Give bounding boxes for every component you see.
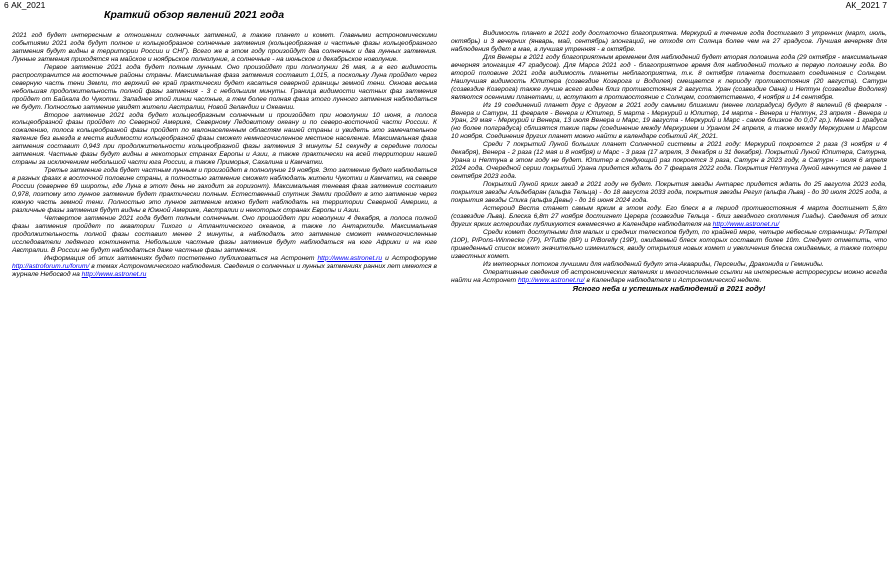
- paragraph: Покрытий Луной ярких звезд в 2021 году не будет. Покрытия звезды Антарес придется ждать до 25 августа 2023 года, покрытия звезды Альдебаран (альфа Тельца) - до 18 августа 2033 года, покрытия звезды Регул (альфа Льва) - до 30 июля 2025 года, а покрытия звезды Спика (альфа Девы) - до 16 июня 2024 года.: [451, 181, 887, 205]
- paragraph: Для Венеры в 2021 году благоприятным временем для наблюдений будет вторая половина года (29 октября - максимальная вечерняя элонгация 47 градусов). Для Марса 2021 год - благоприятное время для наблюдений только в первую половину года. Во второй половине 2021 года видимость планеты неблагоприятна, т.к. 8 октября планета достигает соединения с Солнцем. Наилучшая видимость Юпитера (созвездие Козерога и Водолея) смещается к периоду противостояния (20 августа). Сатурн (созвездие Козерога) также лучше всего виден близ противостояния 2 августа. Уран (созвездие Овна) и Нептун (созвездие Водолея) являются осенними планетами, и, вступают в противостояние с Солнцем, соответственно, 4 ноября и 14 сентября.: [451, 53, 887, 101]
- paragraph: [451, 205, 887, 229]
- paragraph-text: Оперативные сведения об астрономических явлениях и многочисленные ссылки на интересные астроресурсы можно всегда найти на Астронет: [451, 268, 887, 284]
- paragraph: Видимость планет в 2021 году достаточно благоприятна. Меркурий в течение года достигает 3 утренних (март, июль, октябрь) и 3 вечерних (январь, май, сентябрь) элонгаций, не отходя от Солнца более чем на 27 градусов. Лучшая вечерняя для наблюдения будет в мае, а лучшая утренняя - в октябре.: [451, 30, 887, 53]
- astronet-link[interactable]: http://www.astronet.ru: [317, 254, 383, 262]
- paragraph: Второе затмение 2021 года будет кольцеобразным солнечным и произойдет при новолунии 10 июня, а полоса кольцеобразной фазы пройдет по Северной Америке, Северному Ледовитому океану и по северо-восточной части России. К сожалению, полоса кольцеобразной фазы пройдет по малонаселенным областям нашей страны и увидеть это замечательное явление без выезда в места видимости кольцеобразной фазы сможет немногочисленное местное население. Максимальная фаза затмения составит 0,943 при продолжительности кольцеобразной фазы затмения 3 минуты 51 секунду в середине полосы затмения. Частные фазы будут видны в некоторых странах Европы и Азии, а также практически на всей территории нашей страны за исключением небольшой части юга России, а также Приморья, Сахалина и Камчатки.: [12, 111, 437, 167]
- paragraph: Четвертое затмение 2021 года будет полным солнечным. Оно произойдет при новолунии 4 декабря, а полоса полной фазы затмения пройдет по акватории Тихого и Атлантического океанов, а также по Антарктиде. Максимальная продолжительность полной фазы составит менее 2 минуты, а наблюдать это затмение сможет немногочисленные исследователи ледяного континента. Небольшие частные фазы затмения будут наблюдаться на юге Африки и на юге Австралии. В России не будут наблюдаться даже частные фазы затмения.: [12, 214, 437, 254]
- right-body-text: [451, 30, 887, 292]
- astronet-link[interactable]: http://www.astronet.ru/: [712, 220, 780, 228]
- page-title: Краткий обзор явлений 2021 года: [104, 9, 285, 21]
- paragraph-text: и Астрофоруме: [385, 254, 437, 262]
- paragraph: 2021 год будет интересным в отношении солнечных затмений, а также планет и комет. Главными астрономическими событиями 2021 года будут полное и кольцеобразное солнечные затмения (кольцеобразная и частные фазы кольцеобразного затмения будут видны в территории России и СНГ). Всего же в этом году произойдут два солнечных и два лунных затмения. Лунные затмения приходятся на майское и ноябрьское полнолуние, а солнечные - на июньское и декабрьское новолуние.: [12, 32, 437, 63]
- right-page: [451, 0, 887, 572]
- paragraph: Первое затмение 2021 года будет полным лунным. Оно произойдет при полнолунии 26 мая, а в его видимость распространится на восточные районы страны. Максимальная фаза затмения составит 1,015, а поскольку Луна пройдет через северную часть тени Земли, то верхний ее край практически будет касаться северной границы земной тени. Окнова весьма небольшая продолжительность полной фазы затмения - 3 с небольшим минуты. Граница видимости частных фаз затмения пройдет от Байкала до Чукотки. Западнее этой линии частные, а тем более полная фаза этого лунного затмения наблюдаться не будут. Полностью затмение увидят жители Австралии, Новой Зеландии и Океании.: [12, 63, 437, 111]
- paragraph-text: Астероид Веста станет самым ярким в этом году. Его блеск в в период противостояния 4 марта достигнет 5,8m (созвездие Льва). Блеска 6,8m 27 ноября достигнет Церера (созвездие Тельца - близ звездного скопления Гиады). Сведения об этих других ярких астероидах публикуются ежемесячно в Календаре наблюдателя на: [451, 204, 887, 228]
- paragraph-text: в темах Астрономического наблюдения. Сведения о солнечных и лунных затмениях ранних лет имеются в журнале Небосвод на: [12, 262, 437, 278]
- paragraph: Среди 7 покрытий Луной больших планет Солнечной системы в 2021 году: Меркурий покроется 2 раза (3 ноября и 4 декабря), Венера - 2 раза (12 мая и 8 ноября) и Марс - 3 раза (17 апреля, 3 декабря и 31 декабря). Покрытий Луной Юпитера, Сатурна, Урана и Нептуна в этом году не будет. Юпитер в следующий раз покроется 3 раза, Сатурн в 2023 году, а Сатурн - июля 6 апреля 2024 года. Очередной серии покрытий Урана придется ждать до 7 февраля 2022 года. Покрытия Нептуна Луной начнутся не ранее 1 сентября 2023 года.: [451, 141, 887, 181]
- paragraph: Третье затмение года будет частным лунным и произойдет в полнолуние 19 ноября. Это затмение будет наблюдаться в разных фазах в восточной половине страны, а полностью затмение сможет наблюдать жители Чукотки и Камчатки, на севере России (севернее 69 широты, где Луна в этот день не заходит за горизонт). Максимальная теневая фаза затмения составит 0,978, поэтому это лунное затмение будет практически полным. Естественный спутник Земли пройдет в это затмение через южную часть земной тени. Полностью это лунное затмение можно будет наблюдать на территории Северной Америки, а различные фазы затмения будут видны в Южной Америке, Австралии и некоторых странах Европы и Азии.: [12, 167, 437, 214]
- astroforum-link[interactable]: http://astroforum.ru/forum/: [12, 262, 90, 270]
- left-page: [4, 0, 437, 572]
- right-running-head: АК_2021 7: [845, 0, 887, 10]
- paragraph: [12, 255, 437, 279]
- closing-wish: Ясного неба и успешных наблюдений в 2021 году!: [572, 283, 766, 293]
- paragraph: Среди комет доступными для малых и средних телескопов будут, по крайней мере, четыре небесные странницы: P/Tempel (10P), P/Pons-Winnecke (7P), P/Tuttle (8P) и P/Borelly (19P), ожидаемый блеск которых составит более 10m. Следует отметить, что приведенный список может значительно измениться, ввиду открытия новых комет и увеличения блеска ожидаемых, а также потери известных комет.: [451, 228, 887, 260]
- paragraph-text: Информация об этих затмениях будет постепенно публиковаться на Астронет: [44, 254, 315, 262]
- left-body-text: [12, 32, 437, 279]
- left-running-head: 6 АК_2021: [4, 0, 46, 10]
- paragraph: Из метеорных потоков лучшими для наблюдений будут эта-Аквариды, Персеиды, Драконида и Геминиды.: [483, 260, 824, 268]
- paragraph-text: в Календаре наблюдателя и Астрономической неделе.: [586, 276, 762, 284]
- paragraph: Из 19 соединений планет друг с другом в 2021 году самыми близкими (менее полградуса) будут 8 явлений (6 февраля - Венера и Сатурн, 11 февраля - Венера и Юпитер, 5 марта - Меркурий и Юпитер, 14 марта - Венера и Нептун, 23 апреля - Венера и Уран, 29 мая - Меркурий и Венера, 13 июля Венера и Марс, 19 августа - Меркурий и Марс - самое близкое до 0,07 гр.). Менее 1 градуса (но более полградуса) сблизятся такие пары (соединение между Меркурием и Ураном 24 апреля, а также между Меркурием и Марсом 10 ноября. Соединения других планет можно найти в календаре событий АК_2021.: [451, 101, 887, 141]
- astronet-link[interactable]: http://www.astronet.ru/: [517, 276, 585, 284]
- paragraph: [451, 269, 887, 285]
- astronet-link[interactable]: http://www.astronet.ru: [81, 270, 147, 278]
